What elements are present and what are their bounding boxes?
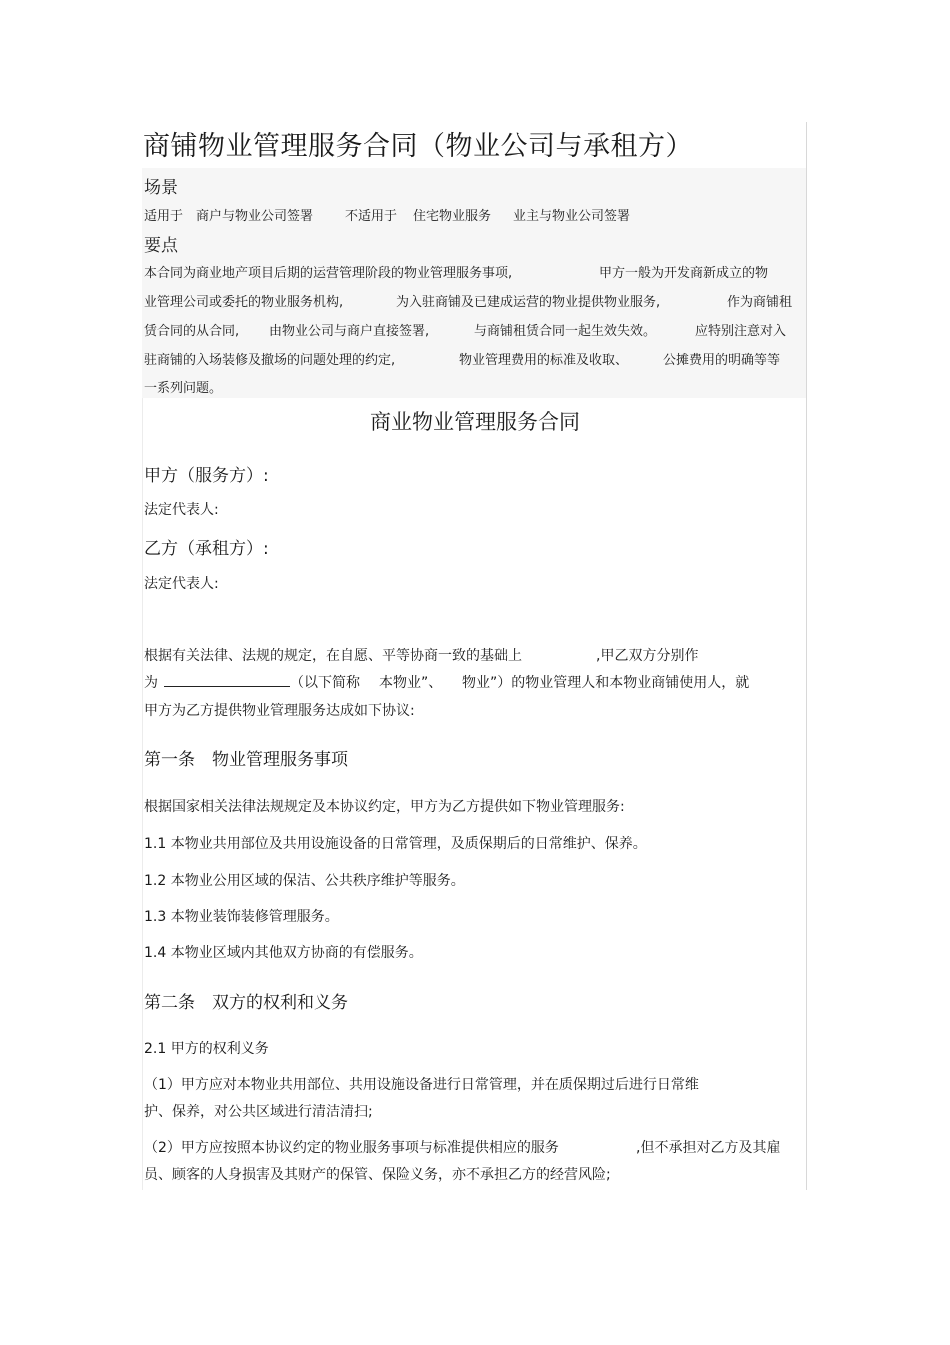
intro-line-2c: 本物业”、 bbox=[379, 675, 443, 691]
article-1-title: 第一条 物业管理服务事项 bbox=[144, 750, 348, 770]
contract-title: 商业物业管理服务合同 bbox=[370, 410, 580, 434]
scene-applies-label: 适用于 bbox=[144, 209, 184, 224]
article-1-item: 1.2 本物业公用区域的保洁、公共秩序维护等服务。 bbox=[144, 873, 465, 889]
document-title: 商铺物业管理服务合同（物业公司与承租方） bbox=[143, 131, 693, 162]
article-1-item: 1.3 本物业装饰装修管理服务。 bbox=[144, 909, 339, 925]
points-line-1a: 本合同为商业地产项目后期的运营管理阶段的物业管理服务事项, bbox=[144, 266, 513, 281]
page-border-right bbox=[806, 122, 807, 1190]
points-line-2c: 作为商铺租 bbox=[727, 295, 793, 310]
intro-line-1b: ,甲乙双方分别作 bbox=[596, 648, 699, 664]
article-2-para-1a: （1）甲方应对本物业共用部位、共用设施设备进行日常管理，并在质保期过后进行日常维 bbox=[144, 1077, 699, 1093]
points-line-1b: 甲方一般为开发商新成立的物 bbox=[599, 266, 769, 281]
article-1-item: 1.1 本物业共用部位及共用设施设备的日常管理，及质保期后的日常维护、保养。 bbox=[144, 836, 647, 852]
intro-line-2a: 为 bbox=[144, 675, 158, 691]
points-line-3b: 由物业公司与商户直接签署, bbox=[269, 324, 430, 339]
points-heading: 要点 bbox=[144, 236, 178, 256]
scene-not-applies-2: 业主与物业公司签署 bbox=[513, 209, 631, 224]
scene-applies-value: 商户与物业公司签署 bbox=[196, 209, 314, 224]
points-line-4c: 公摊费用的明确等等 bbox=[663, 353, 781, 368]
points-line-3a: 赁合同的从合同, bbox=[144, 324, 240, 339]
points-line-3c: 与商铺租赁合同一起生效失效。 bbox=[474, 324, 657, 339]
intro-line-1a: 根据有关法律、法规的规定，在自愿、平等协商一致的基础上 bbox=[144, 648, 522, 664]
page-border-left bbox=[142, 398, 143, 1190]
points-line-3d: 应特别注意对入 bbox=[695, 324, 787, 339]
article-2-para-2a: （2）甲方应按照本协议约定的物业服务事项与标准提供相应的服务 bbox=[144, 1140, 559, 1156]
points-line-4a: 驻商铺的入场装修及撤场的问题处理的约定, bbox=[144, 353, 396, 368]
article-1-lead: 根据国家相关法律法规规定及本协议约定，甲方为乙方提供如下物业管理服务: bbox=[144, 799, 625, 815]
points-line-2b: 为入驻商铺及已建成运营的物业提供物业服务, bbox=[396, 295, 661, 310]
article-2-subsection: 2.1 甲方的权利义务 bbox=[144, 1041, 269, 1057]
points-line-5: 一系列问题。 bbox=[144, 381, 223, 396]
fill-in-blank[interactable] bbox=[164, 672, 290, 687]
points-line-2a: 业管理公司或委托的物业服务机构, bbox=[144, 295, 344, 310]
article-2-para-2c: 员、顾客的人身损害及其财产的保管、保险义务，亦不承担乙方的经营风险; bbox=[144, 1167, 611, 1183]
scene-heading: 场景 bbox=[144, 178, 178, 198]
intro-line-3: 甲方为乙方提供物业管理服务达成如下协议: bbox=[144, 703, 415, 719]
party-b-label: 乙方（承租方）: bbox=[144, 539, 269, 559]
scene-not-applies-label: 不适用于 bbox=[345, 209, 398, 224]
scene-not-applies-1: 住宅物业服务 bbox=[413, 209, 492, 224]
article-1-item: 1.4 本物业区域内其他双方协商的有偿服务。 bbox=[144, 945, 423, 961]
intro-line-2d: 物业”）的物业管理人和本物业商铺使用人，就 bbox=[462, 675, 750, 691]
article-2-para-1b: 护、保养，对公共区域进行清洁清扫; bbox=[144, 1104, 373, 1120]
party-a-representative: 法定代表人: bbox=[144, 502, 219, 518]
intro-line-2b: （以下简称 bbox=[290, 675, 360, 691]
article-2-para-2b: ,但不承担对乙方及其雇 bbox=[636, 1140, 781, 1156]
party-b-representative: 法定代表人: bbox=[144, 576, 219, 592]
article-2-title: 第二条 双方的权利和义务 bbox=[144, 993, 348, 1013]
points-line-4b: 物业管理费用的标准及收取、 bbox=[459, 353, 629, 368]
intro-line-2 bbox=[144, 672, 296, 692]
party-a-label: 甲方（服务方）: bbox=[144, 466, 269, 486]
